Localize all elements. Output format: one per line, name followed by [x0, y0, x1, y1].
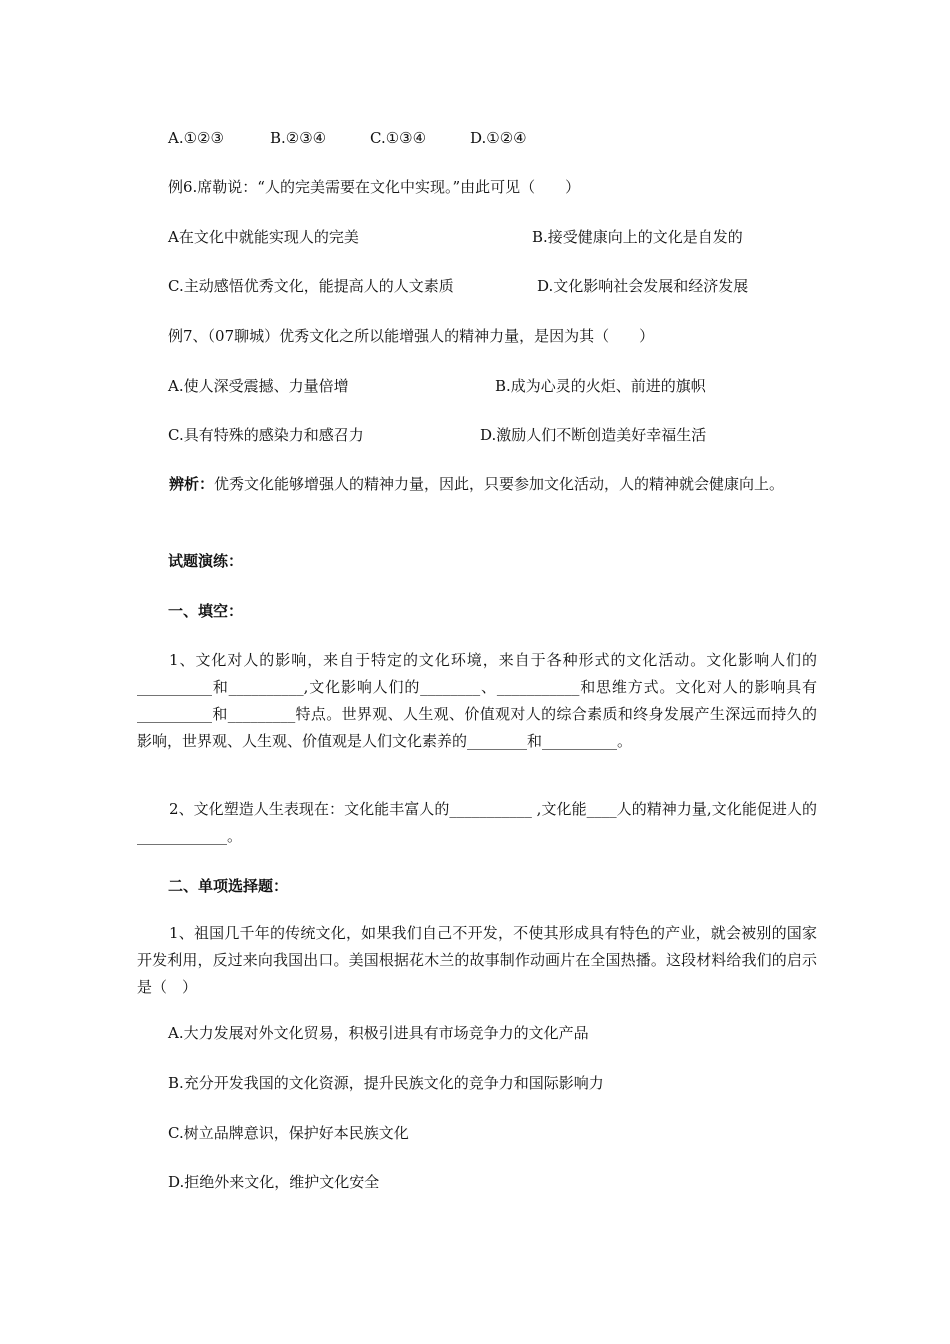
section1-question-2: 2、文化塑造人生表现在：文化能丰富人的___________ ,文化能____人的精神力量,文化能促进人的____________。: [137, 800, 817, 845]
section2-q1-option-d: D.拒绝外来文化，维护文化安全: [168, 1173, 380, 1191]
ex7-stem: 例7、（07聊城）优秀文化之所以能增强人的精神力量，是因为其（ ）: [168, 327, 655, 345]
ex7-option-d: D.激励人们不断创造美好幸福生活: [480, 426, 707, 444]
ex5-option-a: A.①②③: [168, 129, 224, 147]
ex7-option-a: A.使人深受震撼、力量倍增: [168, 377, 349, 395]
ex7-option-b: B.成为心灵的火炬、前进的旗帜: [495, 377, 706, 395]
ex6-option-a: A在文化中就能实现人的完美: [168, 228, 359, 246]
analysis-label: 辨析：: [169, 475, 215, 493]
ex5-option-b: B.②③④: [270, 129, 327, 147]
ex6-option-d: D.文化影响社会发展和经济发展: [537, 277, 749, 295]
practice-heading: 试题演练：: [168, 552, 244, 570]
section2-q1-option-b: B.充分开发我国的文化资源，提升民族文化的竞争力和国际影响力: [168, 1074, 604, 1092]
section1-question-1: 1、文化对人的影响，来自于特定的文化环境，来自于各种形式的文化活动。文化影响人们的__________和__________,文化影响人们的________、___________和思维方式。文化对人的影响具有__________和_________特点。世界观、人生观、价值观对人的综合素质和终身发展产生深远而持久的影响，世界观、人生观、价值观是人们文化素养的________和__________。: [137, 651, 817, 750]
ex5-option-d: D.①②④: [470, 129, 527, 147]
ex6-stem: 例6.席勒说：“人的完美需要在文化中实现。”由此可见（ ）: [168, 178, 581, 196]
ex5-option-c: C.①③④: [370, 129, 427, 147]
section2-q1-option-a: A.大力发展对外文化贸易，积极引进具有市场竞争力的文化产品: [168, 1024, 589, 1042]
analysis-paragraph: [137, 471, 817, 498]
section2-q1-option-c: C.树立品牌意识，保护好本民族文化: [168, 1124, 409, 1142]
section2-question-1: 1、祖国几千年的传统文化，如果我们自己不开发，不使其形成具有特色的产业，就会被别的国家开发利用，反过来向我国出口。美国根据花木兰的故事制作动画片在全国热播。这段材料给我们的启示是（ ）: [137, 924, 817, 996]
analysis-text: 优秀文化能够增强人的精神力量，因此，只要参加文化活动，人的精神就会健康向上。: [214, 475, 785, 493]
section2-heading: 二、单项选择题：: [168, 877, 289, 895]
section1-heading: 一、填空：: [168, 602, 244, 620]
ex6-option-b: B.接受健康向上的文化是自发的: [532, 228, 743, 246]
ex7-option-c: C.具有特殊的感染力和感召力: [168, 426, 364, 444]
ex6-option-c: C.主动感悟优秀文化，能提高人的人文素质: [168, 277, 454, 295]
